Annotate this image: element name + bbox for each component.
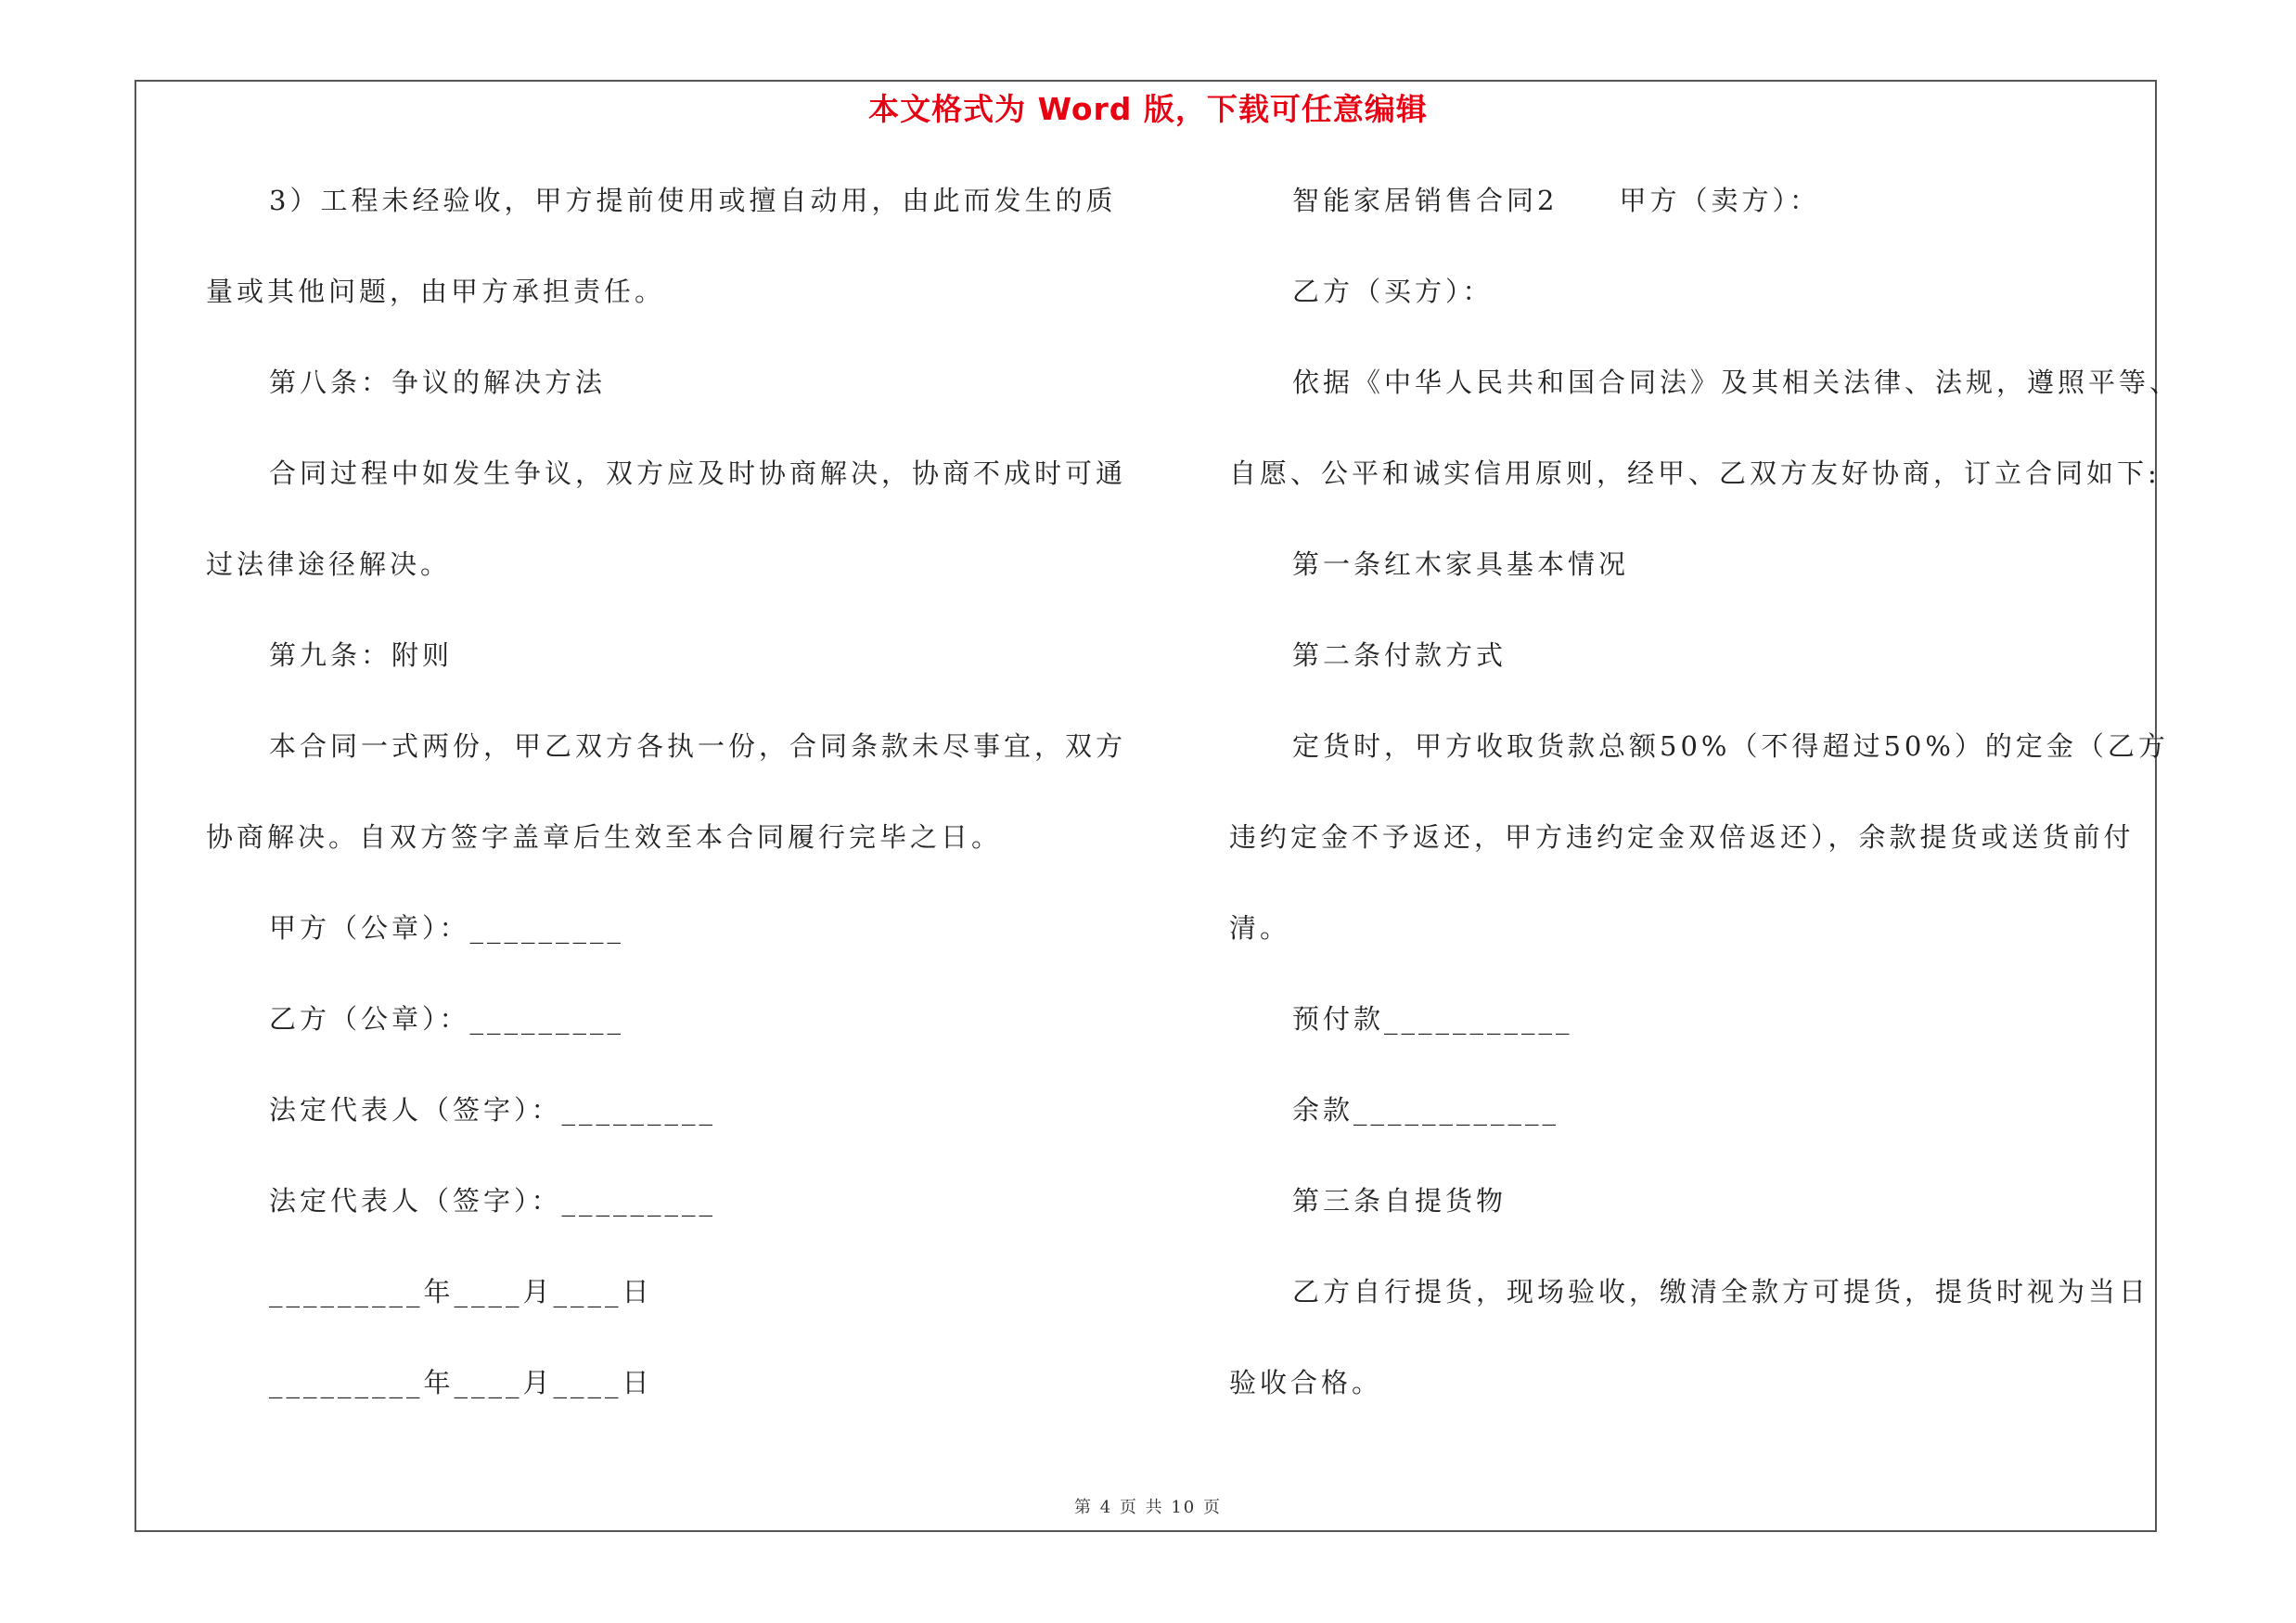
- section-heading: 第二条付款方式: [1292, 639, 1507, 671]
- paragraph-line: 清。: [1229, 912, 1291, 944]
- date-field: _________年____月____日: [269, 1276, 653, 1307]
- contract-title-line: 智能家居销售合同2 甲方（卖方）：: [1292, 185, 1820, 216]
- signature-field-party-a-seal: 甲方（公章）：_________: [269, 912, 625, 944]
- paragraph-line: 量或其他问题，由甲方承担责任。: [206, 276, 666, 307]
- paragraph-line: 乙方自行提货，现场验收，缴清全款方可提货，提货时视为当日: [1292, 1276, 2150, 1307]
- paragraph-line: 本合同一式两份，甲乙双方各执一份，合同条款未尽事宜，双方: [269, 730, 1127, 762]
- paragraph-line: 合同过程中如发生争议，双方应及时协商解决，协商不成时可通: [269, 457, 1127, 489]
- section-heading: 第九条：附则: [269, 639, 454, 671]
- paragraph-line: 定货时，甲方收取货款总额50%（不得超过50%）的定金（乙方: [1292, 730, 2169, 762]
- paragraph-line: 3）工程未经验收，甲方提前使用或擅自动用，由此而发生的质: [269, 185, 1117, 216]
- signature-field-representative: 法定代表人（签字）：_________: [269, 1185, 717, 1217]
- page-number-footer: 第 4 页 共 10 页: [1074, 1498, 1222, 1517]
- paragraph-line: 违约定金不予返还，甲方违约定金双倍返还），余款提货或送货前付: [1229, 821, 2135, 853]
- prepayment-field: 预付款___________: [1292, 1003, 1573, 1035]
- paragraph-line: 验收合格。: [1229, 1367, 1383, 1398]
- signature-field-party-b-seal: 乙方（公章）：_________: [269, 1003, 625, 1035]
- paragraph-line: 自愿、公平和诚实信用原则，经甲、乙双方友好协商，订立合同如下:: [1229, 457, 2161, 489]
- paragraph-line: 过法律途径解决。: [206, 548, 452, 580]
- date-field: _________年____月____日: [269, 1367, 653, 1398]
- signature-field-representative: 法定代表人（签字）：_________: [269, 1094, 717, 1126]
- word-format-banner: 本文格式为 Word 版，下载可任意编辑: [868, 91, 1428, 127]
- paragraph-line: 依据《中华人民共和国合同法》及其相关法律、法规，遵照平等、: [1292, 367, 2181, 398]
- section-heading: 第一条红木家具基本情况: [1292, 548, 1630, 580]
- paragraph-line: 协商解决。自双方签字盖章后生效至本合同履行完毕之日。: [206, 821, 1003, 853]
- balance-field: 余款____________: [1292, 1094, 1560, 1126]
- section-heading: 第八条：争议的解决方法: [269, 367, 607, 398]
- section-heading: 第三条自提货物: [1292, 1185, 1507, 1217]
- party-b-line: 乙方（买方）：: [1292, 276, 1494, 307]
